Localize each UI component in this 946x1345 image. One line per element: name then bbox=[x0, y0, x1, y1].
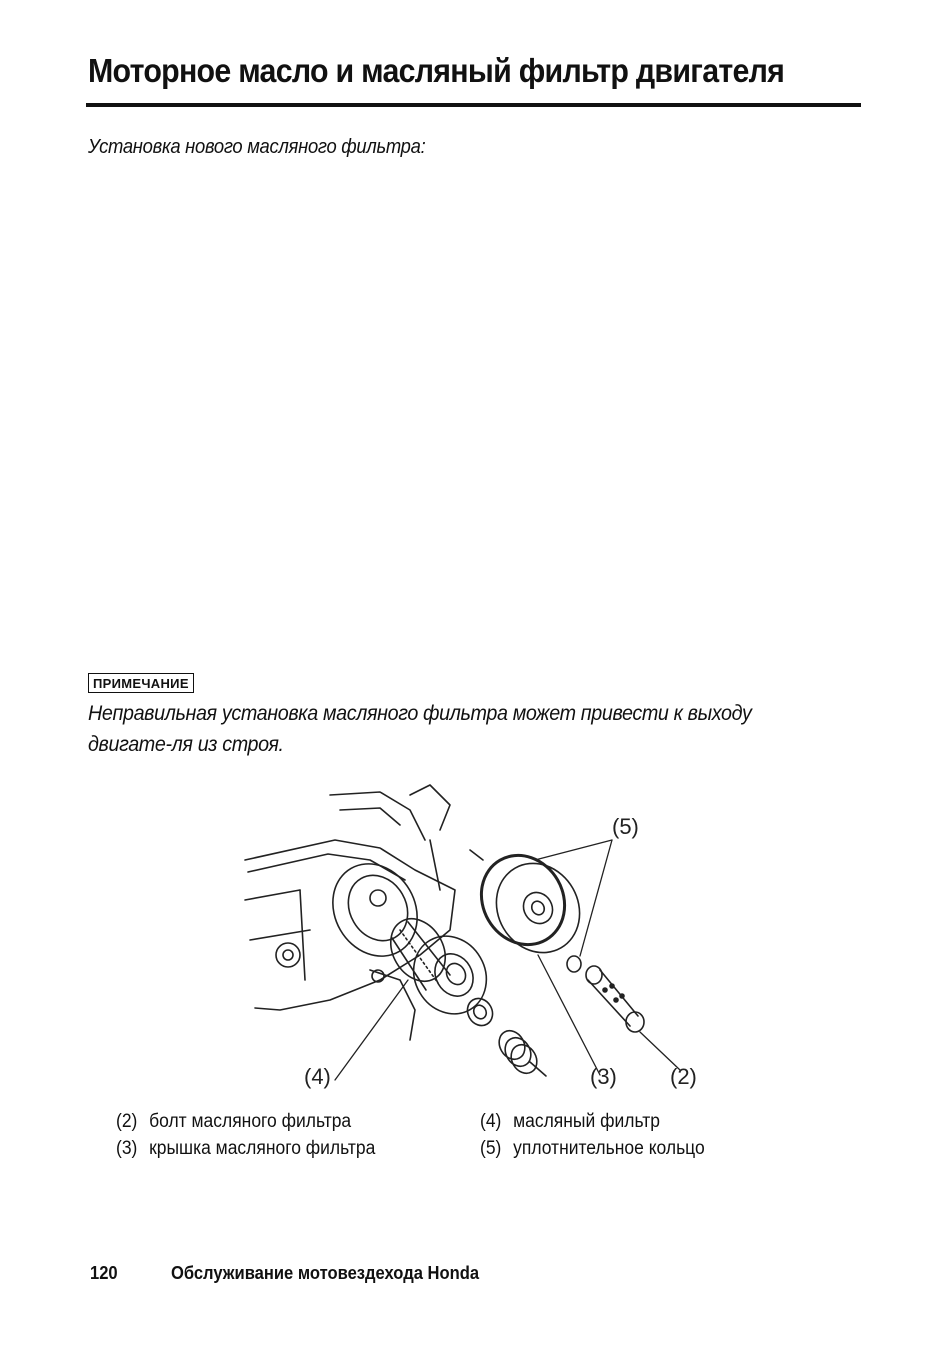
legend-item bbox=[116, 1108, 375, 1135]
callout-4: (4) bbox=[304, 1064, 331, 1089]
legend-number: (5) bbox=[480, 1138, 502, 1159]
oil-filter-bolt bbox=[586, 966, 644, 1032]
filter-cover bbox=[465, 840, 595, 968]
legend-text: уплотнительное кольцо bbox=[513, 1138, 705, 1159]
legend-text: масляный фильтр bbox=[513, 1111, 660, 1132]
section-subtitle: Установка нового масляного фильтра: bbox=[88, 136, 426, 158]
legend-left bbox=[116, 1108, 398, 1162]
page-title: Моторное масло и масляный фильтр двигателя bbox=[88, 52, 785, 89]
leader-lines bbox=[335, 840, 680, 1080]
book-title: Обслуживание мотовездехода Honda bbox=[170, 1263, 480, 1283]
small-o-ring bbox=[567, 956, 581, 972]
legend-right bbox=[480, 1108, 724, 1162]
page-number: 120 bbox=[90, 1263, 118, 1283]
oil-filter-illustration bbox=[240, 780, 720, 1100]
housing-opening bbox=[316, 848, 433, 971]
legend-text: крышка масляного фильтра bbox=[149, 1138, 376, 1159]
legend-item bbox=[116, 1135, 375, 1162]
note-label: ПРИМЕЧАНИЕ bbox=[88, 673, 194, 693]
legend-number: (2) bbox=[116, 1111, 138, 1132]
callout-5: (5) bbox=[612, 814, 639, 839]
legend-number: (4) bbox=[480, 1111, 502, 1132]
callout-3: (3) bbox=[590, 1064, 617, 1089]
legend-number: (3) bbox=[116, 1138, 138, 1159]
legend-item bbox=[480, 1108, 705, 1135]
title-divider bbox=[86, 103, 861, 107]
page-footer bbox=[90, 1263, 479, 1284]
legend-item bbox=[480, 1135, 705, 1162]
note-text: Неправильная установка масляного фильтра может привести к выходу двигате-ля из строя. bbox=[88, 702, 752, 756]
washer-and-spring bbox=[463, 994, 546, 1078]
legend-text: болт масляного фильтра bbox=[149, 1111, 352, 1132]
callout-2: (2) bbox=[670, 1064, 697, 1089]
